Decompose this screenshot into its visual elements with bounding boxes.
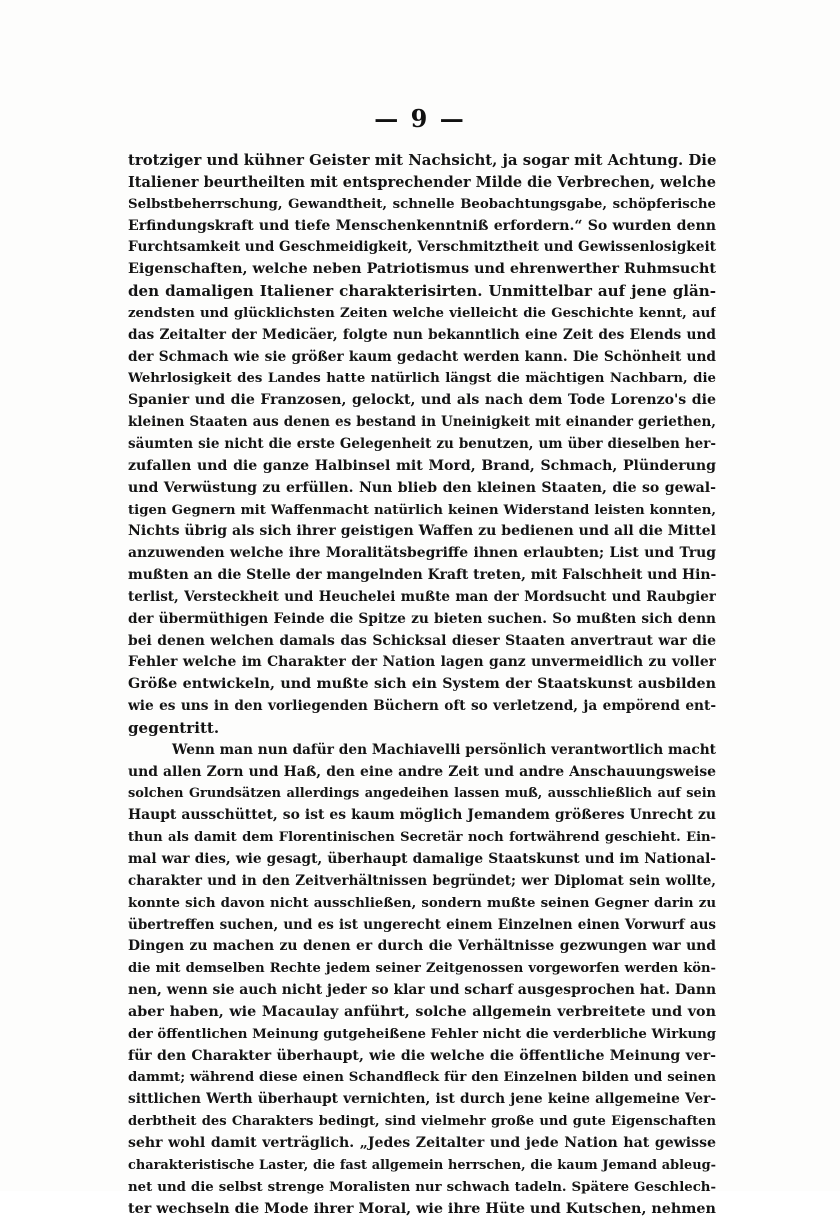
text-line: für den Charakter überhaupt, wie die welche die öffentliche Meinung ver- <box>128 1046 716 1068</box>
text-line: sittlichen Werth überhaupt vernichten, ist durch jene keine allgemeine Ver- <box>128 1089 716 1111</box>
text-line: trotziger und kühner Geister mit Nachsicht, ja sogar mit Achtung. Die <box>128 150 716 172</box>
text-line: Größe entwickeln, und mußte sich ein System der Staatskunst ausbilden <box>128 674 716 696</box>
text-line: Wehrlosigkeit des Landes hatte natürlich längst die mächtigen Nachbarn, die <box>128 368 716 390</box>
text-line: mal war dies, wie gesagt, überhaupt damalige Staatskunst und im National- <box>128 849 716 871</box>
text-line: das Zeitalter der Medicäer, folgte nun bekanntlich eine Zeit des Elends und <box>128 325 716 347</box>
text-line: übertreffen suchen, und es ist ungerecht einem Einzelnen einen Vorwurf aus <box>128 915 716 937</box>
text-line: bei denen welchen damals das Schicksal dieser Staaten anvertraut war die <box>128 631 716 653</box>
text-line: Fehler welche im Charakter der Nation lagen ganz unvermeidlich zu voller <box>128 652 716 674</box>
text-line: der übermüthigen Feinde die Spitze zu bieten suchen. So mußten sich denn <box>128 609 716 631</box>
text-line: Nichts übrig als sich ihrer geistigen Waffen zu bedienen und all die Mittel <box>128 521 716 543</box>
text-line: Selbstbeherrschung, Gewandtheit, schnelle Beobachtungsgabe, schöpferische <box>128 194 716 216</box>
text-line: gegentritt. <box>128 718 716 740</box>
text-line: konnte sich davon nicht ausschließen, sondern mußte seinen Gegner darin zu <box>128 893 716 915</box>
page-number: — 9 — <box>0 104 840 133</box>
text-line: Italiener beurtheilten mit entsprechender Milde die Verbrechen, welche <box>128 172 716 194</box>
text-line: thun als damit dem Florentinischen Secretär noch fortwährend geschieht. Ein- <box>128 827 716 849</box>
text-line: der öffentlichen Meinung gutgeheißene Fehler nicht die verderbliche Wirkung <box>128 1024 716 1046</box>
text-line: aber haben, wie Macaulay anführt, solche allgemein verbreitete und von <box>128 1002 716 1024</box>
text-line: den damaligen Italiener charakterisirten. Unmittelbar auf jene glän- <box>128 281 716 303</box>
paragraph-2 <box>128 740 716 1220</box>
text-line: terlist, Versteckheit und Heuchelei mußte man der Mordsucht und Raubgier <box>128 587 716 609</box>
text-line: charakter und in den Zeitverhältnissen begründet; wer Diplomat sein wollte, <box>128 871 716 893</box>
text-line: Wenn man nun dafür den Machiavelli persönlich verantwortlich macht <box>128 740 716 762</box>
text-line: nen, wenn sie auch nicht jeder so klar und scharf ausgesprochen hat. Dann <box>128 980 716 1002</box>
text-line: derbtheit des Charakters bedingt, sind vielmehr große und gute Eigenschaften <box>128 1111 716 1133</box>
text-line: Dingen zu machen zu denen er durch die Verhältnisse gezwungen war und <box>128 936 716 958</box>
text-line: Eigenschaften, welche neben Patriotismus und ehrenwerther Ruhmsucht <box>128 259 716 281</box>
text-line: Haupt ausschüttet, so ist es kaum möglich Jemandem größeres Unrecht zu <box>128 805 716 827</box>
text-line: und Verwüstung zu erfüllen. Nun blieb den kleinen Staaten, die so gewal- <box>128 478 716 500</box>
text-line: net und die selbst strenge Moralisten nur schwach tadeln. Spätere Geschlech- <box>128 1177 716 1199</box>
text-line: säumten sie nicht die erste Gelegenheit zu benutzen, um über dieselben her- <box>128 434 716 456</box>
text-line: dammt; während diese einen Schandfleck für den Einzelnen bilden und seinen <box>128 1067 716 1089</box>
text-line: zendsten und glücklichsten Zeiten welche vielleicht die Geschichte kennt, auf <box>128 303 716 325</box>
body-text <box>128 150 716 1220</box>
text-line: solchen Grundsätzen allerdings angedeihen lassen muß, ausschließlich auf sein <box>128 783 716 805</box>
text-line: Erfindungskraft und tiefe Menschenkenntniß erfordern.“ So wurden denn <box>128 216 716 238</box>
text-line: wie es uns in den vorliegenden Büchern oft so verletzend, ja empörend ent- <box>128 696 716 718</box>
text-line: charakteristische Laster, die fast allgemein herrschen, die kaum Jemand ableug- <box>128 1155 716 1177</box>
text-line: Furchtsamkeit und Geschmeidigkeit, Verschmitztheit und Gewissenlosigkeit <box>128 237 716 259</box>
text-line: sehr wohl damit verträglich. „Jedes Zeitalter und jede Nation hat gewisse <box>128 1133 716 1155</box>
paragraph-1 <box>128 150 716 740</box>
text-line: tigen Gegnern mit Waffenmacht natürlich keinen Widerstand leisten konnten, <box>128 500 716 522</box>
text-line: kleinen Staaten aus denen es bestand in Uneinigkeit mit einander geriethen, <box>128 412 716 434</box>
text-line: Spanier und die Franzosen, gelockt, und als nach dem Tode Lorenzo's die <box>128 390 716 412</box>
text-line: und allen Zorn und Haß, den eine andre Zeit und andre Anschauungsweise <box>128 762 716 784</box>
text-line: mußten an die Stelle der mangelnden Kraft treten, mit Falschheit und Hin- <box>128 565 716 587</box>
text-line: der Schmach wie sie größer kaum gedacht werden kann. Die Schönheit und <box>128 347 716 369</box>
text-line: anzuwenden welche ihre Moralitätsbegriffe ihnen erlaubten; List und Trug <box>128 543 716 565</box>
text-line: die mit demselben Rechte jedem seiner Zeitgenossen vorgeworfen werden kön- <box>128 958 716 980</box>
text-line: ter wechseln die Mode ihrer Moral, wie ihre Hüte und Kutschen, nehmen <box>128 1199 716 1220</box>
text-line: zufallen und die ganze Halbinsel mit Mord, Brand, Schmach, Plünderung <box>128 456 716 478</box>
